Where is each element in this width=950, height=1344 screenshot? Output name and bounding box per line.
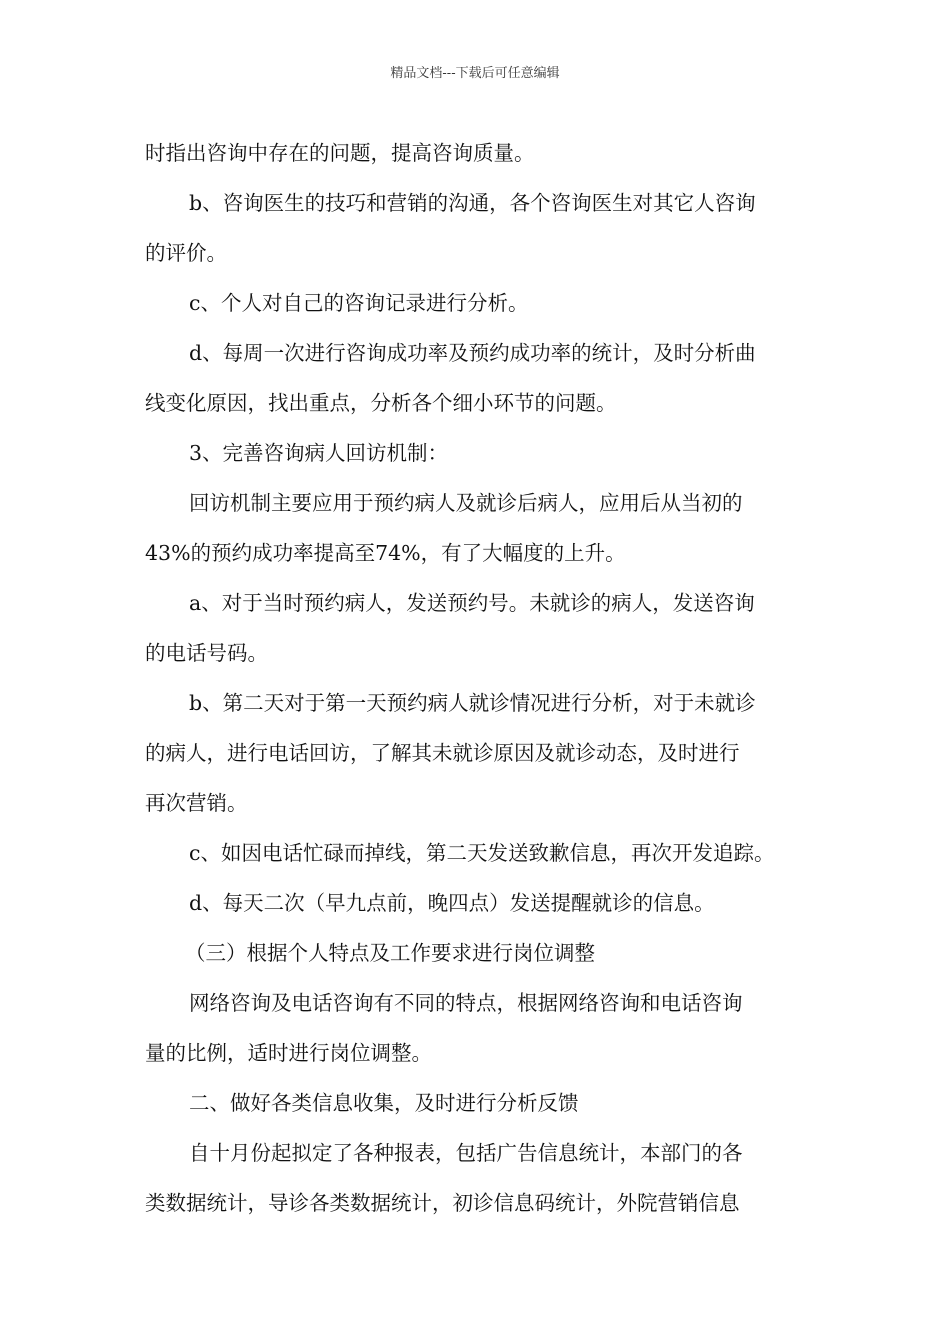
section-heading: 二、做好各类信息收集，及时进行分析反馈	[189, 1091, 579, 1115]
text-line: b、咨询医生的技巧和营销的沟通，各个咨询医生对其它人咨询	[189, 191, 756, 215]
text-line: 量的比例，适时进行岗位调整。	[145, 1041, 432, 1065]
page-header: 精品文档---下载后可任意编辑	[390, 66, 560, 81]
text-line: 43%的预约成功率提高至74%，有了大幅度的上升。	[145, 541, 626, 565]
text-line: a、对于当时预约病人，发送预约号。未就诊的病人，发送咨询	[189, 591, 755, 615]
text-line: b、第二天对于第一天预约病人就诊情况进行分析，对于未就诊	[189, 691, 756, 715]
text-line: 自十月份起拟定了各种报表，包括广告信息统计，本部门的各	[189, 1141, 743, 1165]
text-line: 的评价。	[145, 241, 227, 265]
text-block	[145, 128, 815, 1228]
text-line: 的电话号码。	[145, 641, 268, 665]
text-line: c、如因电话忙碌而掉线，第二天发送致歉信息，再次开发追踪。	[189, 841, 775, 865]
text-line: 线变化原因，找出重点，分析各个细小环节的问题。	[145, 391, 617, 415]
text-line: 时指出咨询中存在的问题，提高咨询质量。	[145, 141, 535, 165]
text-line: d、每周一次进行咨询成功率及预约成功率的统计，及时分析曲	[189, 341, 756, 365]
section-heading: （三）根据个人特点及工作要求进行岗位调整	[185, 941, 595, 965]
document-body	[145, 128, 815, 1228]
text-line: 回访机制主要应用于预约病人及就诊后病人，应用后从当初的	[189, 491, 743, 515]
text-line: 的病人，进行电话回访，了解其未就诊原因及就诊动态，及时进行	[145, 741, 740, 765]
text-line: 类数据统计，导诊各类数据统计，初诊信息码统计，外院营销信息	[145, 1191, 740, 1215]
text-line: d、每天二次（早九点前，晚四点）发送提醒就诊的信息。	[189, 891, 715, 915]
text-line: c、个人对自己的咨询记录进行分析。	[189, 291, 529, 315]
text-line: 网络咨询及电话咨询有不同的特点，根据网络咨询和电话咨询	[189, 991, 743, 1015]
text-line: 3、完善咨询病人回访机制：	[189, 441, 449, 465]
text-line: 再次营销。	[145, 791, 248, 815]
